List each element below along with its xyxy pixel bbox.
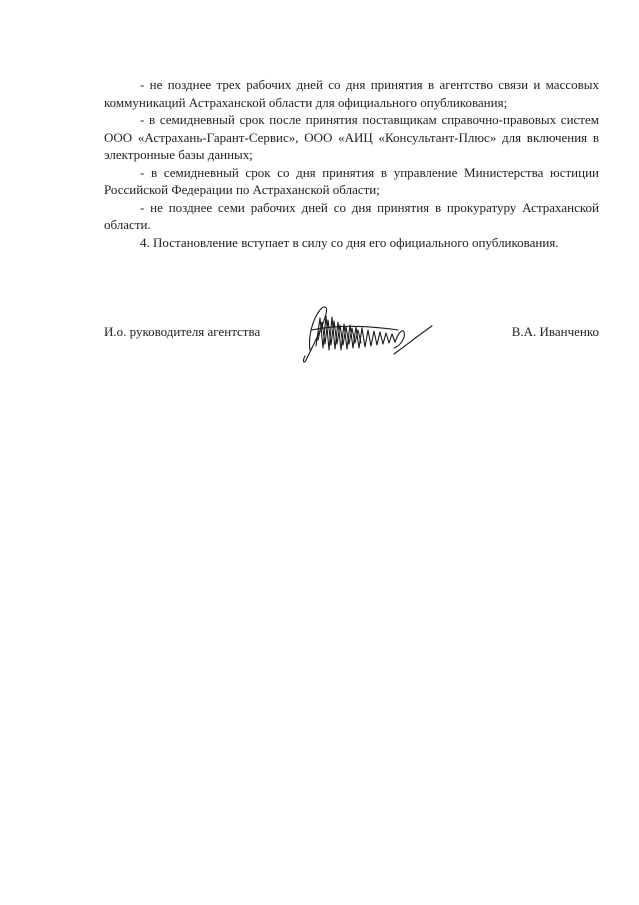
paragraph-legal-systems: - в семидневный срок после принятия поставщикам справочно-правовых систем ООО «Астрахань-Гарант-Сервис», ООО «АИЦ «Консультант-Плюс» для включения в электронные базы данных; [104, 112, 599, 162]
paragraph-effective-date: 4. Постановление вступает в силу со дня его официального опубликования. [140, 234, 559, 250]
signatory-position: И.о. руководителя агентства [104, 324, 261, 339]
signature-block [104, 300, 599, 370]
paragraph-ministry-justice: - в семидневный срок со дня принятия в управление Министерства юстиции Российской Федерации по Астраханской области; [104, 164, 599, 197]
handwritten-signature-icon [290, 300, 440, 366]
signatory-name: В.А. Иванченко [511, 324, 599, 339]
paragraph-publication-deadline: - не позднее трех рабочих дней со дня принятия в агентство связи и массовых коммуникаций Астраханской области для официального опубликования; [104, 77, 599, 110]
paragraph-prosecutor: - не позднее семи рабочих дней со дня принятия в прокуратуру Астраханской области. [104, 199, 599, 232]
document-body [104, 76, 599, 251]
